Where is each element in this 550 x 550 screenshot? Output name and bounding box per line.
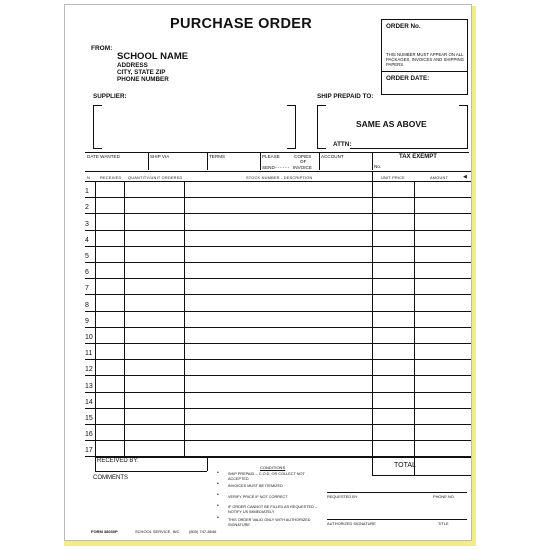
table-row-rule [85, 327, 472, 328]
order-number-box [381, 19, 468, 95]
order-no-note: THIS NUMBER MUST APPEAR ON ALL PACKAGES, INVOICES AND SHIPPING PAPERS. [386, 52, 465, 68]
col-divider [124, 181, 125, 457]
col-divider [184, 181, 185, 457]
col-qty-ordered: QUANTITY/UNIT ORDERED [128, 175, 183, 180]
table-row-rule [85, 213, 472, 214]
city-state-zip-line: CITY, STATE ZIP [117, 69, 166, 76]
table-row-rule [85, 408, 472, 409]
bullet-icon: • [217, 492, 219, 498]
condition-item: INVOICES MUST BE ITEMIZED [228, 484, 283, 488]
info-row-top-rule [85, 152, 469, 153]
line-number: 16 [85, 431, 93, 439]
order-box-divider [382, 71, 467, 72]
account-label: ACCOUNT [321, 154, 344, 159]
invoice-label: INVOICE [293, 165, 312, 170]
comments-label: COMMENTS [93, 475, 128, 481]
table-row-rule [85, 294, 472, 295]
company-phone: (800) 747-8546 [189, 529, 217, 534]
condition-item: SHIP PREPAID -- C.O.D. OR COLLECT NOT ACCEPTED [228, 472, 305, 481]
supplier-bracket-left [93, 105, 102, 149]
line-number: 13 [85, 382, 93, 390]
requested-by-label: REQUESTED BY [327, 494, 358, 499]
conditions-heading: CONDITIONS [260, 465, 286, 470]
form-title: PURCHASE ORDER [170, 16, 312, 32]
company-name: SCHOOL SERVICE, INC. [135, 529, 181, 534]
table-row-rule [85, 343, 472, 344]
line-number: 6 [85, 269, 89, 277]
table-row-rule [85, 278, 472, 279]
authorized-signature-label: AUTHORIZED SIGNATURE [327, 521, 376, 526]
tax-no-label: No. [374, 164, 382, 169]
bullet-icon: • [217, 503, 219, 509]
bullet-icon: • [217, 515, 219, 521]
order-no-label: ORDER No. [386, 23, 421, 30]
please-label: PLEASE [262, 154, 280, 159]
line-number: 3 [85, 220, 89, 228]
condition-item: THIS ORDER VALID ONLY WITH AUTHORIZED SIGNATURE [228, 518, 311, 527]
terms-label: TERMS [209, 154, 226, 159]
line-number: 1 [85, 188, 89, 196]
send-dash: ------ [275, 165, 291, 170]
of-label: OF [300, 159, 307, 164]
address-line: ADDRESS [117, 62, 148, 69]
total-bottom-rule [372, 475, 472, 476]
table-row-rule [85, 440, 472, 441]
phone-number-line: PHONE NUMBER [117, 76, 169, 83]
table-row-rule [85, 230, 472, 231]
bullet-icon: • [217, 470, 219, 476]
line-number: 15 [85, 415, 93, 422]
line-number: 17 [85, 447, 93, 455]
col-amount: AMOUNT [430, 175, 449, 180]
requested-by-line [327, 492, 467, 493]
attn-line [350, 148, 460, 149]
line-number: 11 [85, 350, 93, 358]
line-number: 5 [85, 253, 89, 260]
table-row-rule [85, 424, 472, 425]
table-row-rule [85, 359, 472, 360]
table-row-rule [85, 392, 472, 393]
col-stock-description: STOCK NUMBER - DESCRIPTION [246, 175, 313, 180]
line-number: 2 [85, 204, 89, 212]
info-divider [148, 152, 149, 170]
line-number: 8 [85, 301, 89, 309]
ship-prepaid-label: SHIP PREPAID TO: [317, 93, 374, 100]
line-number: 7 [85, 285, 89, 293]
info-divider [260, 152, 261, 170]
line-number: 4 [85, 236, 89, 244]
from-label: FROM: [91, 45, 113, 52]
col-divider [414, 181, 415, 476]
condition-item: IF ORDER CANNOT BE FILLED AS REQUESTED -- NOTIFY US IMMEDIATELY [228, 505, 318, 514]
tax-exempt-label: TAX EXEMPT [399, 154, 437, 160]
table-row-rule [85, 262, 472, 263]
table-top-rule [85, 171, 472, 172]
line-number: 14 [85, 398, 93, 406]
table-row-rule [85, 311, 472, 312]
table-row-rule [85, 246, 472, 247]
col-divider [372, 171, 373, 476]
column-right-arrow-icon: ◀ [463, 174, 468, 180]
supplier-label: SUPPLIER: [93, 93, 127, 100]
col-received: RECEIVED [100, 175, 122, 180]
form-number: FORM 38030P [91, 529, 118, 534]
col-unit-price: UNIT PRICE [381, 175, 405, 180]
bullet-icon: • [217, 481, 219, 487]
table-row-rule [85, 197, 472, 198]
ship-via-label: SHIP VIA [150, 154, 170, 159]
copies-label: COPIES [294, 154, 312, 159]
info-divider [319, 152, 320, 170]
table-row-rule [85, 375, 472, 376]
ship-bracket-right [459, 105, 468, 149]
info-divider [207, 152, 208, 170]
info-divider [372, 152, 373, 170]
phone-no-label: PHONE NO. [433, 494, 455, 499]
line-number: 9 [85, 317, 89, 325]
supplier-bracket-right [287, 105, 296, 149]
line-number: 12 [85, 366, 93, 374]
title-label: TITLE [438, 521, 449, 526]
send-label: SEND [262, 165, 275, 170]
same-as-above: SAME AS ABOVE [356, 119, 427, 129]
line-number: 10 [85, 334, 93, 341]
table-bottom-rule [95, 457, 472, 458]
condition-item: VERIFY PRICE IF NOT CORRECT [228, 495, 288, 499]
purchase-order-form [64, 4, 472, 541]
authorized-signature-line [327, 519, 467, 520]
received-by-bottom-rule [95, 471, 207, 472]
attn-label: ATTN: [333, 141, 352, 148]
order-date-label: ORDER DATE: [386, 75, 430, 82]
total-label: TOTAL [394, 462, 416, 469]
col-number: N [87, 175, 91, 180]
received-by-label: RECEIVED BY: [97, 458, 139, 464]
ship-bracket-left [317, 105, 326, 149]
school-name: SCHOOL NAME [117, 51, 189, 62]
date-wanted-label: DATE WANTED [87, 154, 120, 159]
received-by-divider [207, 457, 208, 471]
